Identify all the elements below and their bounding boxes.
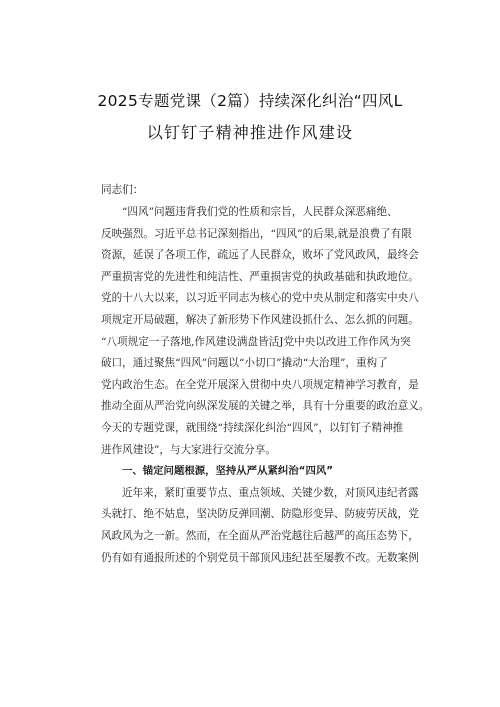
body-line: 破口，通过聚焦“四风”问题以“小切口”撬动“大治理”，重构了 bbox=[101, 357, 388, 370]
body-line: 推动全面从严治党向纵深发展的关键之举，具有十分重要的政治意义。 bbox=[101, 400, 430, 413]
body-line: 进作风建设”，与大家进行交流分享。 bbox=[101, 443, 276, 456]
body-line: 资源，延误了各项工作，疏远了人民群众，败坏了党风政风，最终会 bbox=[101, 249, 419, 262]
body-line: 党的十八大以来，以习近平同志为核心的党中央从制定和落实中央八 bbox=[101, 292, 419, 305]
body-line: 严重损害党的先进性和纯洁性、严重损害党的执政基础和执政地位。 bbox=[101, 270, 419, 283]
body-line: 近年来，紧盯重要节点、重点领域、关键少数，对顶风违纪者露 bbox=[122, 486, 419, 499]
body-line: 风政风为之一新。然而，在全面从严治党越往后越严的高压态势下， bbox=[101, 529, 419, 542]
document-title-line-2: 以钉钉子精神推进作风建设 bbox=[146, 123, 354, 142]
section-heading: 一、锚定问题根源，坚持从严从紧纠治“四风” bbox=[122, 465, 334, 478]
body-line: 项规定开局破题，解决了新形势下作风建设抓什么、怎么抓的问题。 bbox=[101, 313, 419, 326]
body-line: 仍有如有通报所述的个别党员干部顶风违纪甚至屡教不改。无数案例 bbox=[101, 551, 419, 564]
body-line: 头就打、绝不姑息，坚决防反弹回潮、防隐形变异、防疲劳厌战，党 bbox=[101, 508, 419, 521]
body-line: 今天的专题党课，就围绕“持续深化纠治“四风”，以钉钉子精神推 bbox=[101, 421, 404, 434]
body-line: “八项规定一子落地,作风建设满盘皆活J党中央以改进工作作风为突 bbox=[101, 335, 411, 348]
document-title-line-1: 2025专题党课（2篇）持续深化纠治“四风L bbox=[97, 92, 403, 110]
document-body bbox=[101, 202, 431, 569]
salutation: 同志们： bbox=[101, 184, 144, 196]
body-line: 党内政治生态。在全党开展深入贯彻中央八项规定精神学习教育，是 bbox=[101, 378, 419, 391]
body-line: “四风”问题违背我们党的性质和宗旨，人民群众深恶痛绝、 bbox=[122, 206, 398, 218]
body-line: 反映强烈。习近平总书记深刻指出，“四风”的后果,就是浪费了有限 bbox=[101, 227, 412, 240]
